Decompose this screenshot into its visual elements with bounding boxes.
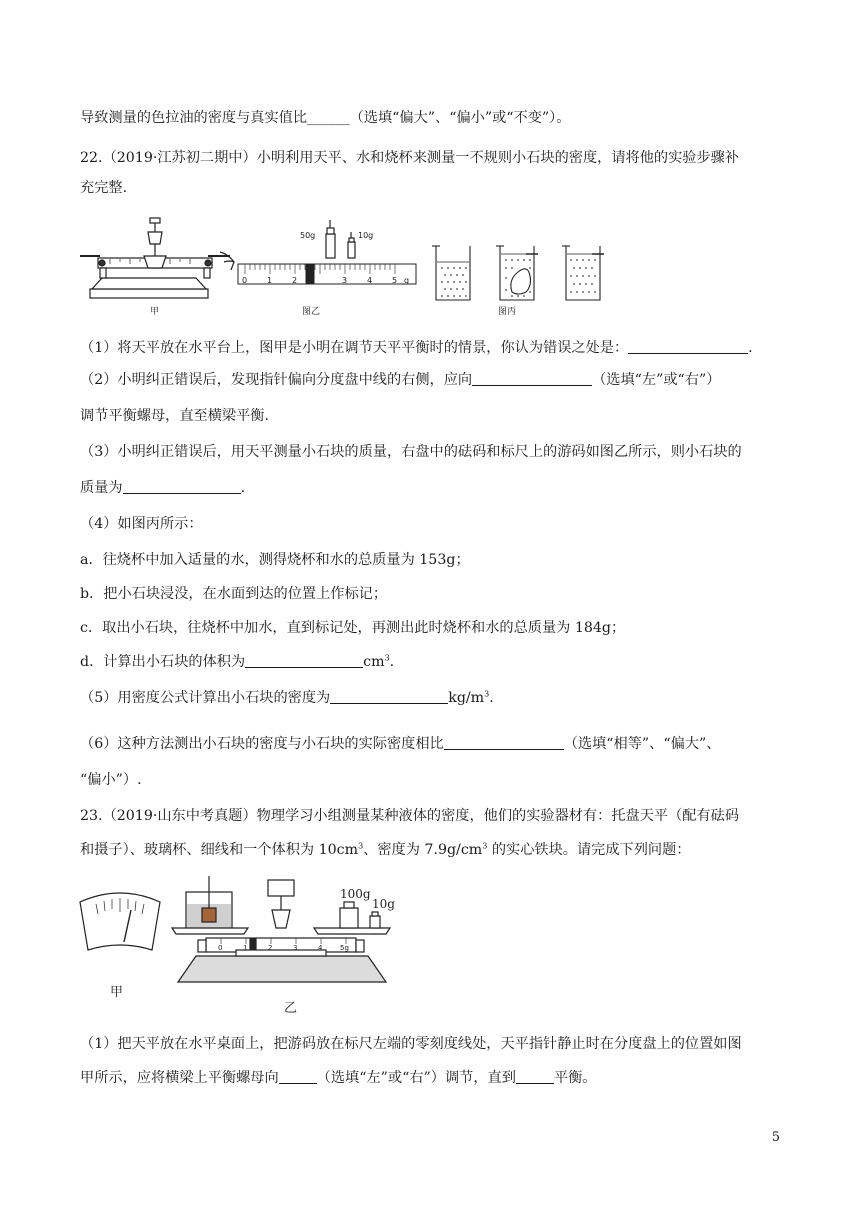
svg-text:1: 1 xyxy=(267,276,273,285)
step-3-cont: 质量为 . xyxy=(80,480,246,496)
question-23-step-1-cont: 甲所示，应将横梁上平衡螺母向 （选填“左”或“右”）调节，直到 平衡。 xyxy=(80,1070,597,1086)
figure-balance-scale-beakers xyxy=(80,212,620,318)
step-2: （2）小明纠正错误后，发现指针偏向分度盘中线的右侧，应向 （选填“左”或“右”） xyxy=(80,372,721,388)
weights-figure-yi xyxy=(326,220,355,258)
question-22-stem-cont: 充完整. xyxy=(80,180,128,196)
beakers-figure-bing xyxy=(432,246,604,300)
step-4c: c．取出小石块，往烧杯中加水，直到标记处，再测出此时烧杯和水的总质量为 184g； xyxy=(80,620,626,636)
svg-text:4: 4 xyxy=(318,944,323,952)
figure-dial-and-balance xyxy=(76,870,476,1020)
answer-blank[interactable] xyxy=(444,735,564,750)
figure1-label-bing: 图丙 xyxy=(498,307,517,317)
question-23-stem: 23.（2019·山东中考真题）物理学习小组测量某种液体的密度，他们的实验器材有：托盘天平（配有砝码 xyxy=(80,808,740,824)
answer-blank[interactable] xyxy=(279,1069,317,1084)
figure1-label-jia: 甲 xyxy=(150,307,160,317)
svg-text:0: 0 xyxy=(218,944,223,952)
svg-text:g: g xyxy=(404,276,410,285)
step-4b: b．把小石块浸没，在水面到达的位置上作标记； xyxy=(80,586,388,602)
svg-text:2: 2 xyxy=(292,276,298,285)
figure1-label-yi: 图乙 xyxy=(302,307,321,317)
svg-text:5g: 5g xyxy=(340,944,349,952)
answer-blank[interactable] xyxy=(330,689,448,704)
step-3: （3）小明纠正错误后，用天平测量小石块的质量，右盘中的砝码和标尺上的游码如图乙所示，则小石块的 xyxy=(80,444,742,460)
scale-figure-yi xyxy=(238,264,416,284)
svg-text:0: 0 xyxy=(242,276,248,285)
question-23-step-1: （1）把天平放在水平桌面上，把游码放在标尺左端的零刻度线处，天平指针静止时在分度盘上的位置如图 xyxy=(80,1036,742,1052)
step-2-cont: 调节平衡螺母，直至横梁平衡. xyxy=(80,408,269,424)
weight-50g-label: 50g xyxy=(300,231,316,240)
page-number: 5 xyxy=(771,1130,780,1145)
text-line: 导致测量的色拉油的密度与真实值比______（选填“偏大”、“偏小”或“不变”）。 xyxy=(80,110,571,126)
step-6-cont: “偏小”）. xyxy=(80,772,142,788)
answer-blank[interactable] xyxy=(628,339,748,354)
step-4d: d．计算出小石块的体积为 $cm^3$. xyxy=(80,653,395,670)
answer-blank[interactable] xyxy=(123,479,241,494)
svg-text:1: 1 xyxy=(243,944,248,952)
step-4a: a．往烧杯中加入适量的水，测得烧杯和水的总质量为 153g； xyxy=(80,552,470,568)
answer-blank[interactable] xyxy=(472,371,592,386)
dial-jia xyxy=(80,893,160,950)
answer-blank[interactable] xyxy=(516,1069,554,1084)
svg-text:3: 3 xyxy=(342,276,348,285)
step-5: （5）用密度公式计算出小石块的密度为 $kg/m^3$. xyxy=(80,689,494,706)
step-6: （6）这种方法测出小石块的密度与小石块的实际密度相比 （选填“相等”、“偏大”、 xyxy=(80,736,721,752)
weight-100g-label: 100g xyxy=(340,887,371,901)
svg-text:2: 2 xyxy=(268,944,273,952)
figure2-label-jia: 甲 xyxy=(110,985,124,1000)
svg-text:4: 4 xyxy=(367,276,373,285)
question-23-stem-cont: 和摄子）、玻璃杯、细线和一个体积为 $10cm^3$、密度为 $7.9g/cm^3$ 的实心铁块。请完成下列问题： xyxy=(80,841,691,858)
svg-text:3: 3 xyxy=(293,944,298,952)
answer-blank[interactable] xyxy=(245,653,363,668)
step-1: （1）将天平放在水平台上，图甲是小明在调节天平平衡时的情景，你认为错误之处是： . xyxy=(80,340,753,356)
question-22-stem: 22.（2019·江苏初二期中）小明利用天平、水和烧杯来测量一不规则小石块的密度，请将他的实验步骤补 xyxy=(80,150,740,166)
weight-10g-label-2: 10g xyxy=(372,897,395,911)
balance-jia xyxy=(80,218,234,298)
step-4: （4）如图丙所示： xyxy=(80,516,203,532)
weight-10g-label: 10g xyxy=(358,231,374,240)
svg-text:5: 5 xyxy=(392,276,398,285)
figure2-label-yi: 乙 xyxy=(284,1001,298,1016)
